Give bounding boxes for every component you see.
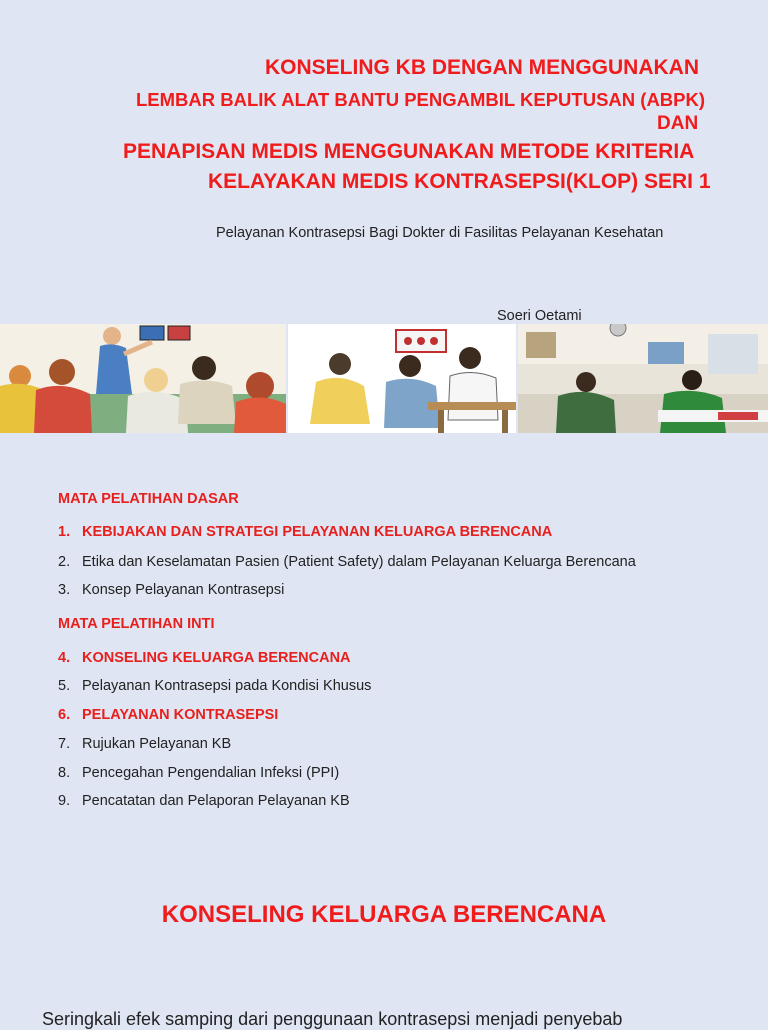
title-line-3: DAN [657,113,699,134]
item-number: 3. [58,582,71,598]
item-number: 8. [58,765,71,781]
item-label: Pencegahan Pengendalian Infeksi (PPI) [82,765,340,781]
list-item [58,793,350,809]
item-number: 4. [58,650,71,666]
list-item [58,736,231,752]
title-line-4: PENAPISAN MEDIS MENGGUNAKAN METODE KRITERIA [123,140,695,163]
one-on-one-counseling-illustration [288,324,516,433]
item-number: 1. [58,524,71,540]
list-item [58,765,339,781]
body-paragraph: Seringkali efek samping dari penggunaan kontrasepsi menjadi penyebab [42,1009,623,1029]
author: Soeri Oetami [497,308,582,324]
list-item [58,707,278,723]
title-line-5: KELAYAKAN MEDIS KONTRASEPSI(KLOP) SERI 1 [208,170,711,193]
list-item [58,678,371,694]
section-title-counseling: KONSELING KELUARGA BERENCANA [161,901,607,928]
item-label: Rujukan Pelayanan KB [82,736,232,752]
item-label: Konsep Pelayanan Kontrasepsi [82,582,285,598]
illustration-strip [0,324,768,433]
title-line-1: KONSELING KB DENGAN MENGGUNAKAN [265,56,700,79]
item-label: Pelayanan Kontrasepsi pada Kondisi Khusus [82,678,372,694]
item-number: 7. [58,736,71,752]
item-number: 2. [58,554,71,570]
item-label: Etika dan Keselamatan Pasien (Patient Safety) dalam Pelayanan Keluarga Berencana [82,554,636,570]
title-line-2: LEMBAR BALIK ALAT BANTU PENGAMBIL KEPUTUSAN (ABPK) [136,89,706,110]
list-item [58,554,636,570]
item-label: PELAYANAN KONTRASEPSI [82,707,279,723]
item-number: 5. [58,678,71,694]
subtitle: Pelayanan Kontrasepsi Bagi Dokter di Fasilitas Pelayanan Kesehatan [216,225,664,241]
item-label: KONSELING KELUARGA BERENCANA [82,650,351,666]
section-heading-basic: MATA PELATIHAN DASAR [58,491,239,507]
item-label: Pencatatan dan Pelaporan Pelayanan KB [82,793,350,809]
section-heading-core: MATA PELATIHAN INTI [58,616,215,632]
item-number: 9. [58,793,71,809]
group-counseling-illustration [0,324,286,433]
clinic-photo [518,324,768,433]
list-item [58,582,284,598]
item-label: KEBIJAKAN DAN STRATEGI PELAYANAN KELUARGA BERENCANA [82,524,553,540]
list-item [58,650,351,666]
list-item [58,524,552,540]
item-number: 6. [58,707,71,723]
